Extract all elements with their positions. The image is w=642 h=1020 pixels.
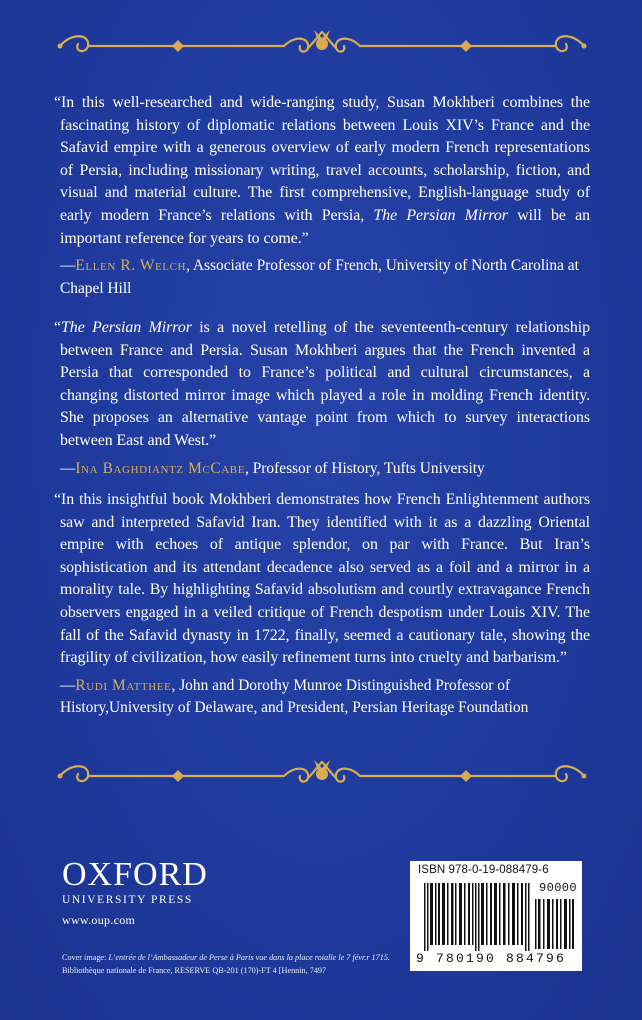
book-title: The Persian Mirror bbox=[373, 206, 508, 224]
isbn-label: ISBN 978-0-19-088479-6 bbox=[418, 864, 549, 876]
top-ornament bbox=[52, 26, 592, 62]
blurb-quote bbox=[54, 317, 590, 453]
bottom-ornament bbox=[52, 758, 592, 794]
blurb-attribution bbox=[60, 255, 590, 300]
scroll-ornament-icon bbox=[52, 758, 592, 794]
reviewer-name: Ellen R. Welch bbox=[75, 257, 187, 275]
blurb-quote bbox=[54, 489, 590, 670]
cover-credit-source: Bibliothèque nationale de France, RESERVE QB-201 (170)-FT 4 [Hennin, 7497 bbox=[62, 966, 327, 975]
price-code: 90000 bbox=[539, 881, 578, 895]
cover-credit-label: Cover image: bbox=[62, 953, 109, 962]
publisher-subtitle: UNIVERSITY PRESS bbox=[62, 894, 193, 906]
blurb-attribution bbox=[60, 675, 590, 720]
attribution-dash: — bbox=[60, 459, 76, 477]
reviewer-name: Rudi Matthee bbox=[75, 676, 172, 694]
barcode-box bbox=[410, 861, 582, 971]
publisher-logo bbox=[62, 858, 208, 906]
quote-text: will be an important reference for years to come.” bbox=[60, 206, 591, 247]
scroll-ornament-icon bbox=[52, 26, 592, 62]
blurb-quote bbox=[54, 92, 591, 250]
cover-credit bbox=[62, 951, 422, 977]
quote-text: “In this insightful book Mokhberi demonstrates how French Enlightenment authors saw and interpreted Safavid Iran. They identified with it as a dazzling Oriental empire with echoes of antique splendor, on par with France. But Iran’s sophistication and its attendant decadence also served as a foil and a mirror in a morality tale. By highlighting Safavid absolutism and courtly extravagance French observers engaged in a veiled critique of French despotism under Louis XIV. The fall of the Safavid dynasty in 1722, finally, seemed a cautionary tale, showing the fragility of civilization, how easily refinement turns into cruelty and barbarism.” bbox=[54, 491, 590, 667]
attribution-dash: — bbox=[60, 257, 76, 275]
blurb-attribution bbox=[60, 458, 590, 481]
publisher-name: OXFORD bbox=[62, 856, 208, 893]
quote-text: “ bbox=[54, 319, 62, 336]
quote-text: is a novel retelling of the seventeenth-century relationship between France and Persia. Susan Mokhberi argues that the French invented a Persia that corresponded to France’s political and cultural circumstances, a changing distorted mirror image which played a role in molding French identity. She proposes an alternative vantage point from which to survey interactions between East and West.” bbox=[60, 319, 590, 449]
reviewer-affiliation: , Professor of History, Tufts University bbox=[245, 459, 485, 477]
ean-barcode-icon bbox=[424, 883, 532, 951]
price-barcode-icon bbox=[535, 899, 575, 949]
reviewer-affiliation: , Associate Professor of French, University of North Carolina at Chapel Hill bbox=[60, 257, 579, 297]
book-title: The Persian Mirror bbox=[61, 319, 192, 336]
blurb-mccabe bbox=[54, 317, 590, 480]
publisher-url: www.oup.com bbox=[62, 913, 136, 927]
reviewer-name: Ina Baghdiantz McCabe bbox=[75, 459, 246, 477]
quote-text: “In this well-researched and wide-ranging study, Susan Mokhberi combines the fascinating history of diplomatic relations between Louis XIV’s France and the Safavid empire with a generous overview of early modern French representations of Persia, including missionary writing, travel accounts, scholarship, fiction, and visual and material culture. The first comprehensive, English-language study of early modern France’s relations with Persia, bbox=[54, 94, 590, 224]
reviewer-affiliation: , John and Dorothy Munroe Distinguished Professor of History,University of Delaware, and President, Persian Heritage Foundation bbox=[60, 676, 529, 717]
barcode-digits: 9 780190 884796 bbox=[416, 951, 567, 966]
blurb-matthee bbox=[54, 489, 590, 720]
cover-credit-title: L’entrée de l’Ambassadeur de Perse à Paris vue dans la place roialle le 7 févr.r 1715. bbox=[108, 953, 390, 962]
attribution-dash: — bbox=[60, 676, 76, 694]
blurb-welch bbox=[54, 92, 591, 300]
